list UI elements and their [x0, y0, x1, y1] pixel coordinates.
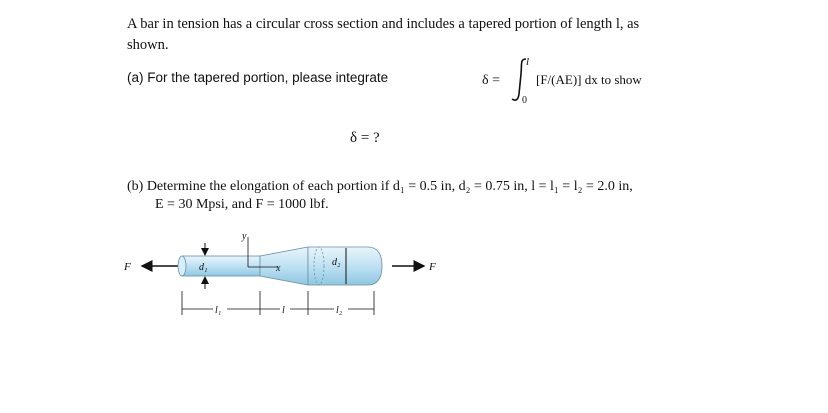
x-axis-label: x: [276, 263, 281, 274]
force-right-label: F: [429, 261, 436, 273]
result-equation: δ = ?: [350, 130, 380, 146]
part-b-line-2: E = 30 Mpsi, and F = 1000 lbf.: [155, 197, 329, 212]
intro-line-1: A bar in tension has a circular cross section and includes a tapered portion of length l, as: [127, 16, 640, 32]
force-left-label: F: [124, 261, 131, 273]
intro-line-2: shown.: [127, 37, 169, 53]
part-b-text: [127, 178, 747, 214]
dim-l2-label: l₂: [336, 305, 343, 316]
bar-taper: [260, 247, 308, 285]
integral-sign: [512, 59, 526, 100]
d2-label: d₂: [332, 257, 341, 268]
bar-diagram: [120, 225, 440, 325]
eq-lower-limit: 0: [522, 95, 527, 104]
integral-equation: [480, 54, 700, 104]
y-axis-label: y: [242, 231, 247, 242]
bar-large-section: [308, 247, 382, 285]
eq-lhs: δ =: [482, 73, 500, 88]
bar-left-end: [178, 256, 186, 276]
part-a-text: (a) For the tapered portion, please integrate: [127, 70, 389, 85]
dim-l-label: l: [282, 305, 285, 316]
d1-label: d₁: [199, 262, 208, 273]
eq-upper-limit: l: [526, 56, 530, 68]
eq-integrand: [F/(AE)] dx to show: [536, 72, 642, 87]
part-b-line-1: (b) Determine the elongation of each portion if d₁ = 0.5 in, d₂ = 0.75 in, l = l₁ = l₂ = 2.0 in,: [127, 179, 633, 194]
dim-l1-label: l₁: [215, 305, 222, 316]
problem-intro: [127, 14, 727, 56]
